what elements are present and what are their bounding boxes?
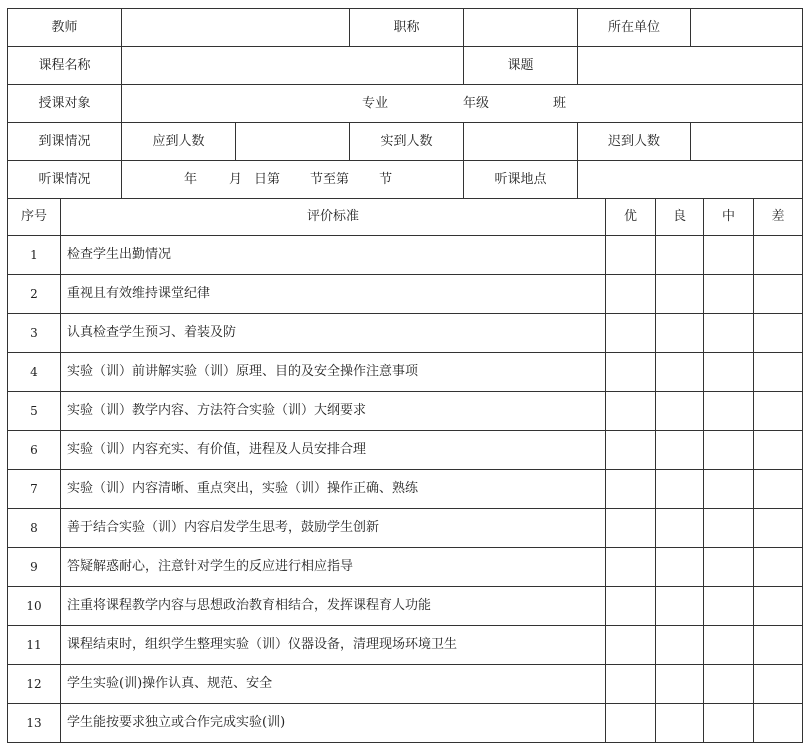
- rating-poor-cell[interactable]: [754, 665, 803, 704]
- row-number: 9: [8, 548, 61, 587]
- rating-poor-cell[interactable]: [754, 587, 803, 626]
- row-number: 7: [8, 470, 61, 509]
- row-number: 10: [8, 587, 61, 626]
- table-row: [8, 470, 803, 509]
- actual-value-cell[interactable]: [464, 123, 578, 161]
- rating-excellent-cell[interactable]: [606, 548, 656, 587]
- rating-medium-cell[interactable]: [704, 275, 754, 314]
- row-number: 11: [8, 626, 61, 665]
- rating-poor-cell[interactable]: [754, 548, 803, 587]
- audience-label: 授课对象: [8, 85, 122, 123]
- evaluation-header-row: [8, 199, 803, 236]
- topic-label: 课题: [464, 47, 578, 85]
- rating-excellent-cell[interactable]: [606, 392, 656, 431]
- unit-label: 所在单位: [578, 9, 691, 47]
- rating-medium-cell[interactable]: [704, 587, 754, 626]
- year-label: 年: [184, 171, 198, 187]
- day-from-label: 日第: [254, 171, 281, 187]
- attendance-label: 到课情况: [8, 123, 122, 161]
- rating-medium-cell[interactable]: [704, 470, 754, 509]
- table-row: [8, 704, 803, 743]
- table-row: [8, 509, 803, 548]
- major-label: 专业: [362, 95, 389, 111]
- rating-good-cell[interactable]: [656, 509, 704, 548]
- rating-medium-cell[interactable]: [704, 704, 754, 743]
- audience-row: [8, 85, 803, 123]
- rating-excellent-cell[interactable]: [606, 431, 656, 470]
- rating-excellent-cell[interactable]: [606, 587, 656, 626]
- row-number: 12: [8, 665, 61, 704]
- info-table: [7, 8, 803, 199]
- rating-good-cell[interactable]: [656, 665, 704, 704]
- month-label: 月: [229, 171, 243, 187]
- rating-poor-cell[interactable]: [754, 470, 803, 509]
- rating-excellent-cell[interactable]: [606, 626, 656, 665]
- row-number: 13: [8, 704, 61, 743]
- teacher-value-cell[interactable]: [122, 9, 350, 47]
- rating-good-cell[interactable]: [656, 548, 704, 587]
- criterion-text: 实验（训）教学内容、方法符合实验（训）大纲要求: [61, 392, 606, 431]
- class-label: 班: [553, 95, 567, 111]
- late-label: 迟到人数: [578, 123, 691, 161]
- rating-good-cell[interactable]: [656, 587, 704, 626]
- row-number: 1: [8, 236, 61, 275]
- rating-good-cell[interactable]: [656, 314, 704, 353]
- rating-good-cell[interactable]: [656, 431, 704, 470]
- criterion-text: 检查学生出勤情况: [61, 236, 606, 275]
- rating-medium-cell[interactable]: [704, 509, 754, 548]
- rating-good-cell[interactable]: [656, 626, 704, 665]
- teacher-label: 教师: [8, 9, 122, 47]
- rating-medium-cell[interactable]: [704, 548, 754, 587]
- rating-excellent-cell[interactable]: [606, 509, 656, 548]
- actual-label: 实到人数: [350, 123, 464, 161]
- rating-good-cell[interactable]: [656, 236, 704, 275]
- table-row: [8, 314, 803, 353]
- rating-medium-cell[interactable]: [704, 236, 754, 275]
- audience-value-cell[interactable]: [122, 85, 803, 123]
- table-row: [8, 236, 803, 275]
- section-to-label: 节至第: [310, 171, 350, 187]
- table-row: [8, 353, 803, 392]
- location-value-cell[interactable]: [578, 161, 803, 199]
- criterion-text: 学生实验(训)操作认真、规范、安全: [61, 665, 606, 704]
- rating-medium-cell[interactable]: [704, 431, 754, 470]
- unit-value-cell[interactable]: [691, 9, 803, 47]
- rating-poor-cell[interactable]: [754, 353, 803, 392]
- rating-poor-cell[interactable]: [754, 431, 803, 470]
- excellent-header: 优: [606, 199, 656, 236]
- rating-good-cell[interactable]: [656, 392, 704, 431]
- row-number: 8: [8, 509, 61, 548]
- rating-medium-cell[interactable]: [704, 392, 754, 431]
- evaluation-table: [7, 198, 803, 743]
- rating-poor-cell[interactable]: [754, 704, 803, 743]
- observation-row: [8, 161, 803, 199]
- rating-poor-cell[interactable]: [754, 275, 803, 314]
- location-label: 听课地点: [464, 161, 578, 199]
- criterion-text: 重视且有效维持课堂纪律: [61, 275, 606, 314]
- row-number: 3: [8, 314, 61, 353]
- table-row: [8, 431, 803, 470]
- rating-excellent-cell[interactable]: [606, 704, 656, 743]
- criterion-text: 注重将课程教学内容与思想政治教育相结合，发挥课程育人功能: [61, 587, 606, 626]
- attendance-row: [8, 123, 803, 161]
- observation-label: 听课情况: [8, 161, 122, 199]
- rating-poor-cell[interactable]: [754, 392, 803, 431]
- table-row: [8, 626, 803, 665]
- criterion-text: 实验（训）前讲解实验（训）原理、目的及安全操作注意事项: [61, 353, 606, 392]
- expected-value-cell[interactable]: [236, 123, 350, 161]
- table-row: [8, 665, 803, 704]
- rating-good-cell[interactable]: [656, 275, 704, 314]
- rating-excellent-cell[interactable]: [606, 470, 656, 509]
- rating-excellent-cell[interactable]: [606, 314, 656, 353]
- late-value-cell[interactable]: [691, 123, 803, 161]
- rating-medium-cell[interactable]: [704, 314, 754, 353]
- criterion-text: 认真检查学生预习、着装及防: [61, 314, 606, 353]
- section-end-label: 节: [379, 171, 393, 187]
- poor-header: 差: [754, 199, 803, 236]
- rating-good-cell[interactable]: [656, 353, 704, 392]
- course-name-value-cell[interactable]: [122, 47, 464, 85]
- rating-excellent-cell[interactable]: [606, 353, 656, 392]
- rating-poor-cell[interactable]: [754, 509, 803, 548]
- row-number: 6: [8, 431, 61, 470]
- criterion-text: 课程结束时，组织学生整理实验（训）仪器设备，清理现场环境卫生: [61, 626, 606, 665]
- rating-medium-cell[interactable]: [704, 353, 754, 392]
- topic-value-cell[interactable]: [578, 47, 803, 85]
- good-header: 良: [656, 199, 704, 236]
- medium-header: 中: [704, 199, 754, 236]
- observation-date-cell[interactable]: [122, 161, 464, 199]
- criterion-text: 实验（训）内容清晰、重点突出，实验（训）操作正确、熟练: [61, 470, 606, 509]
- rating-excellent-cell[interactable]: [606, 665, 656, 704]
- rating-excellent-cell[interactable]: [606, 236, 656, 275]
- course-row: [8, 47, 803, 85]
- rating-good-cell[interactable]: [656, 470, 704, 509]
- table-row: [8, 275, 803, 314]
- rating-medium-cell[interactable]: [704, 626, 754, 665]
- criterion-text: 善于结合实验（训）内容启发学生思考，鼓励学生创新: [61, 509, 606, 548]
- row-number: 2: [8, 275, 61, 314]
- table-row: [8, 548, 803, 587]
- criteria-header: 评价标准: [61, 199, 606, 236]
- table-row: [8, 392, 803, 431]
- rating-poor-cell[interactable]: [754, 314, 803, 353]
- course-name-label: 课程名称: [8, 47, 122, 85]
- row-number: 4: [8, 353, 61, 392]
- expected-label: 应到人数: [122, 123, 236, 161]
- grade-label: 年级: [463, 95, 490, 111]
- row-number: 5: [8, 392, 61, 431]
- title-label: 职称: [350, 9, 464, 47]
- table-row: [8, 587, 803, 626]
- title-value-cell[interactable]: [464, 9, 578, 47]
- criterion-text: 学生能按要求独立或合作完成实验(训): [61, 704, 606, 743]
- rating-good-cell[interactable]: [656, 704, 704, 743]
- rating-excellent-cell[interactable]: [606, 275, 656, 314]
- rating-medium-cell[interactable]: [704, 665, 754, 704]
- rating-poor-cell[interactable]: [754, 236, 803, 275]
- teacher-row: [8, 9, 803, 47]
- criterion-text: 实验（训）内容充实、有价值，进程及人员安排合理: [61, 431, 606, 470]
- rating-poor-cell[interactable]: [754, 626, 803, 665]
- index-header: 序号: [8, 199, 61, 236]
- criterion-text: 答疑解惑耐心，注意针对学生的反应进行相应指导: [61, 548, 606, 587]
